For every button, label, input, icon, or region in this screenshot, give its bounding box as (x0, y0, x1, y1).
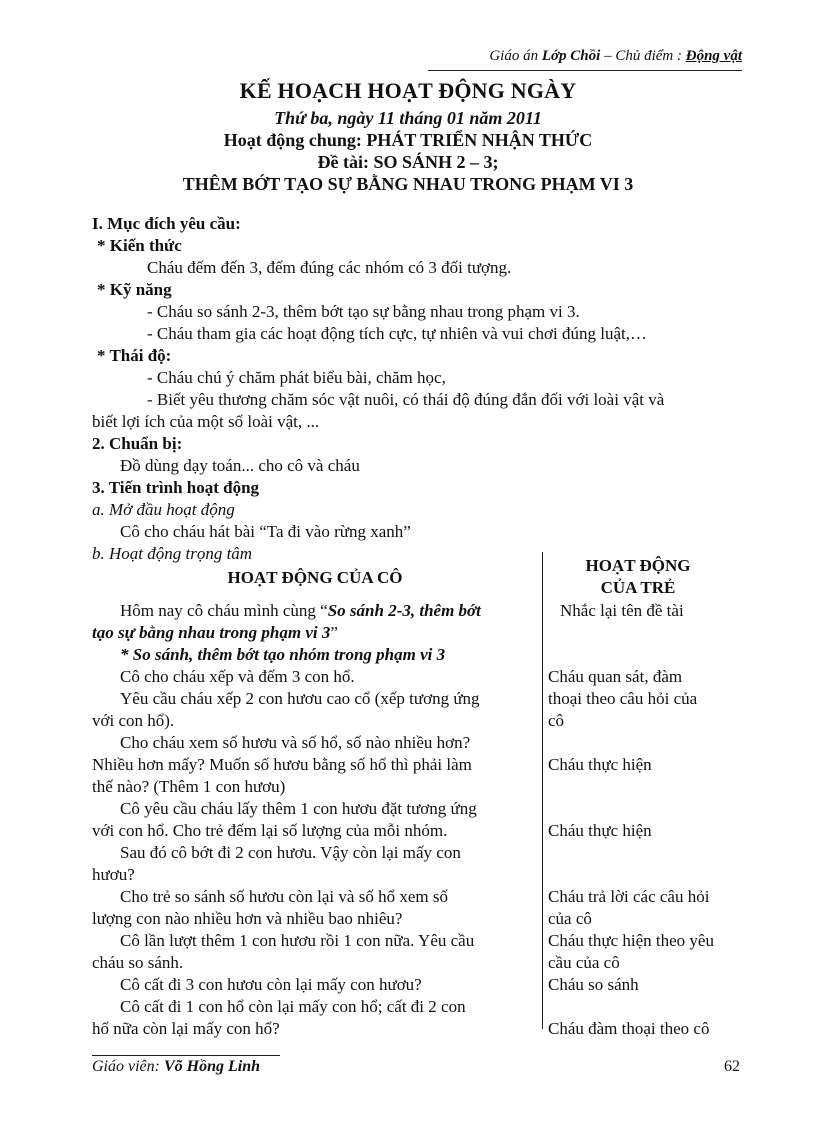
table-cell-teacher: cháu so sánh. (92, 953, 184, 972)
table-cell-teacher: Cô cất đi 3 con hươu còn lại mấy con hươu? (120, 975, 422, 994)
table-cell-teacher: Cô yêu cầu cháu lấy thêm 1 con hươu đặt tương ứng (120, 799, 477, 818)
running-header (489, 48, 742, 65)
page-number: 62 (724, 1058, 740, 1075)
table-cell-teacher: hổ nữa còn lại mấy con hổ? (92, 1019, 280, 1038)
subject-line-1: Đề tài: SO SÁNH 2 – 3; (317, 152, 499, 172)
section-heading: 2. Chuẩn bị: (92, 434, 183, 453)
table-cell-teacher: Cho cháu xem số hươu và số hổ, số nào nhiều hơn? (120, 733, 471, 752)
table-cell-teacher: với con hổ). (92, 711, 175, 730)
table-cell-child: Cháu thực hiện theo yêu (548, 931, 714, 950)
table-header-child: HOẠT ĐỘNG (585, 556, 691, 575)
table-cell-teacher: Yêu cầu cháu xếp 2 con hươu cao cổ (xếp tương ứng (120, 689, 480, 708)
body-line: - Biết yêu thương chăm sóc vật nuôi, có thái độ đúng đắn đối với loài vật và (147, 390, 665, 409)
subheading: * Kiến thức (97, 236, 182, 255)
subheading: a. Mở đầu hoạt động (92, 500, 235, 519)
table-cell-child: Cháu so sánh (548, 975, 639, 994)
table-cell-child: Cháu quan sát, đàm (548, 667, 683, 686)
table-cell-teacher: Cô cho cháu xếp và đếm 3 con hổ. (120, 667, 355, 686)
table-cell-teacher: Cô lần lượt thêm 1 con hươu rồi 1 con nữa. Yêu cầu (120, 931, 475, 950)
table-cell-teacher: Cho trẻ so sánh số hươu còn lại và số hổ xem số (120, 887, 448, 906)
header-topic: Động vật (685, 48, 742, 64)
table-cell-child: Nhắc lại tên đề tài (560, 601, 684, 620)
table-cell-teacher: * So sánh, thêm bớt tạo nhóm trong phạm vi 3 (120, 645, 446, 664)
header-prefix: Giáo án (489, 48, 542, 64)
page-title: KẾ HOẠCH HOẠT ĐỘNG NGÀY (239, 78, 577, 103)
column-divider (542, 552, 543, 1029)
body-line: Cô cho cháu hát bài “Ta đi vào rừng xanh” (120, 522, 411, 541)
table-cell-child: Cháu thực hiện (548, 821, 652, 840)
body-line: - Cháu chú ý chăm phát biểu bài, chăm học, (147, 368, 446, 387)
table-cell-teacher: với con hổ. Cho trẻ đếm lại số lượng của mỗi nhóm. (92, 821, 448, 840)
body-line: - Cháu tham gia các hoạt động tích cực, tự nhiên và vui chơi đúng luật,… (147, 324, 647, 343)
subject-line-2: THÊM BỚT TẠO SỰ BẰNG NHAU TRONG PHẠM VI 3 (182, 174, 634, 194)
table-cell-teacher: Nhiều hơn mấy? Muốn số hươu bằng số hổ thì phải làm (92, 755, 472, 774)
table-cell-child: Cháu trả lời các câu hỏi (548, 887, 710, 906)
footer-teacher: Giáo viên: Võ Hồng Linh (92, 1058, 261, 1075)
table-cell-child: Cháu thực hiện (548, 755, 652, 774)
table-cell-child: Cháu đàm thoại theo cô (548, 1019, 710, 1038)
body-line: biết lợi ích của một số loài vật, ... (92, 412, 320, 431)
body-line: Cháu đếm đến 3, đếm đúng các nhóm có 3 đối tượng. (147, 258, 512, 277)
subheading: * Kỹ năng (97, 280, 172, 299)
table-cell-child: cầu của cô (548, 953, 620, 972)
teacher-name: Võ Hồng Linh (163, 1058, 261, 1075)
header-dash: – Chủ điểm : (600, 48, 686, 64)
header-class: Lớp Chồi (541, 48, 601, 64)
body-line: - Cháu so sánh 2-3, thêm bớt tạo sự bằng nhau trong phạm vi 3. (147, 302, 580, 321)
table-cell-teacher: hươu? (92, 865, 135, 884)
table-cell-teacher: Sau đó cô bớt đi 2 con hươu. Vậy còn lại mấy con (120, 843, 461, 862)
date-line: Thứ ba, ngày 11 tháng 01 năm 2011 (274, 108, 542, 128)
body-line: Đồ dùng dạy toán... cho cô và cháu (120, 456, 360, 475)
table-cell-teacher: Cô cất đi 1 con hổ còn lại mấy con hổ; cất đi 2 con (120, 997, 466, 1016)
subheading: b. Hoạt động trọng tâm (92, 544, 253, 563)
table-cell-child: của cô (548, 909, 592, 928)
table-cell-teacher: Hôm nay cô cháu mình cùng “So sánh 2-3, thêm bớt (120, 601, 481, 620)
header-rule (428, 70, 742, 71)
table-cell-teacher: lượng con nào nhiều hơn và nhiều bao nhiêu? (92, 909, 403, 928)
activity-line: Hoạt động chung: PHÁT TRIỂN NHẬN THỨC (223, 130, 593, 150)
section-heading: I. Mục đích yêu cầu: (92, 214, 241, 233)
table-cell-teacher: tạo sự bằng nhau trong phạm vi 3” (92, 623, 338, 642)
table-cell-teacher: thế nào? (Thêm 1 con hươu) (92, 777, 286, 796)
table-cell-child: cô (548, 711, 565, 730)
table-header-child: CỦA TRẺ (600, 578, 676, 597)
table-header-teacher: HOẠT ĐỘNG CỦA CÔ (227, 568, 403, 587)
footer-rule (92, 1055, 280, 1056)
table-cell-child: thoại theo câu hỏi của (548, 689, 698, 708)
section-heading: 3. Tiến trình hoạt động (92, 478, 260, 497)
subheading: * Thái độ: (97, 346, 172, 365)
